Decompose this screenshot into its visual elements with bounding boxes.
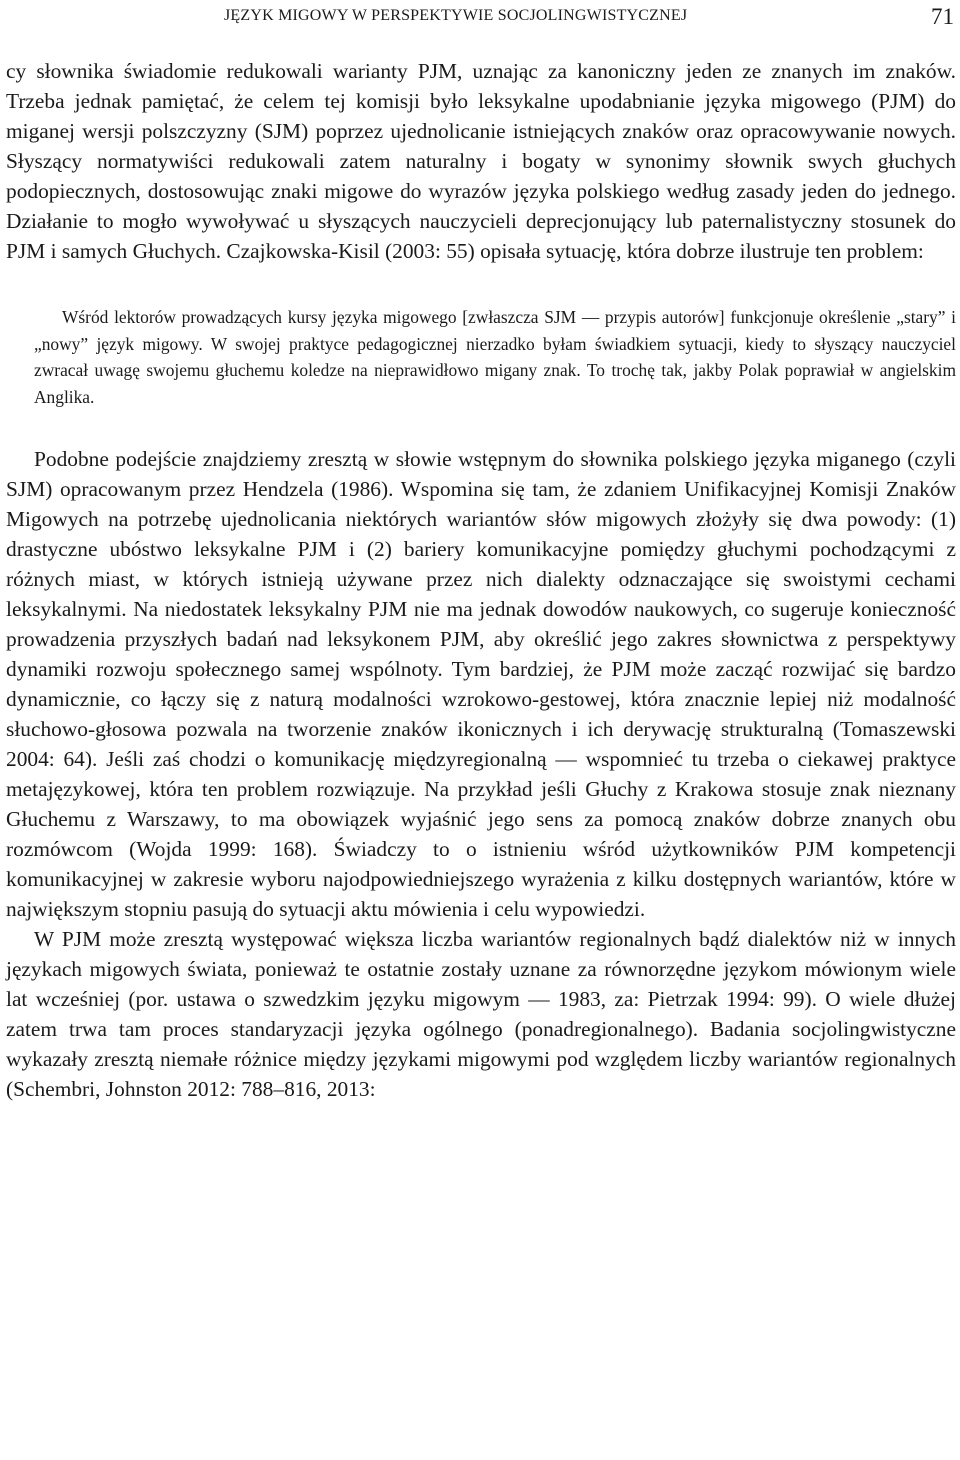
paragraph-continuation: cy słownika świadomie redukowali warianty PJM, uznając za kanoniczny jeden ze znanych im znaków. Trzeba jednak pamiętać, że celem tej komisji było leksykalne upodabnianie języka migowego (PJM) do miganej wersji polszczyzny (SJM) poprzez ujednolicanie istniejących znaków oraz opracowywanie nowych. Słyszący normatywiści redukowali zatem naturalny i bogaty w synonimy słownik swych głuchych podopiecznych, dostosowując znaki migowe do wyrazów języka polskiego według zasady jeden do jednego. Działanie to mogło wywoływać u słyszących nauczycieli deprecjonujący lub paternalistyczny stosunek do PJM i samych Głuchych. Czajkowska-Kisil (2003: 55) opisała sytuację, która dobrze ilustruje ten problem: [6,59,956,263]
page-number: 71 [931,4,954,29]
running-title: JĘZYK MIGOWY W PERSPEKTYWIE SOCJOLINGWISTYCZNEJ [224,7,688,24]
block-quote: Wśród lektorów prowadzących kursy języka migowego [zwłaszcza SJM — przypis autorów] funkcjonuje określenie „stary” i „nowy” język migowy. W swojej praktyce pedagogicznej nierzadko byłam świadkiem sytuacji, kiedy to słyszący nauczyciel zwracał uwagę swojemu głuchemu koledze na nieprawidłowo migany znak. To trochę tak, jakby Polak poprawiał w angielskim Anglika. [34,307,956,407]
running-header [0,4,960,30]
page-body [6,56,956,1104]
paragraph-regional-variants: W PJM może zresztą występować większa liczba wariantów regionalnych bądź dialektów niż w innych językach migowych świata, ponieważ te ostatnie zostały uznane za równorzędne językom mówionym wiele lat wcześniej (por. ustawa o szwedzkim języku migowym — 1983, za: Pietrzak 1994: 99). O wiele dłużej zatem trwa tam proces standaryzacji języka ogólnego (ponadregionalnego). Badania socjolingwistyczne wykazały zresztą niemałe różnice między językami migowymi pod względem liczby wariantów regionalnych (Schembri, Johnston 2012: 788–816, 2013: [6,927,956,1101]
paragraph-hendzel: Podobne podejście znajdziemy zresztą w słowie wstępnym do słownika polskiego języka miganego (czyli SJM) opracowanym przez Hendzela (1986). Wspomina się tam, że zdaniem Unifikacyjnej Komisji Znaków Migowych na potrzebę ujednolicania niektórych wariantów słów migowych złożyły się dwa powody: (1) drastyczne ubóstwo leksykalne PJM i (2) bariery komunikacyjne pomiędzy głuchymi pochodzącymi z różnych miast, w których istnieją używane przez nich dialekty odznaczające się swoistymi cechami leksykalnymi. Na niedostatek leksykalny PJM nie ma jednak dowodów naukowych, co sugeruje konieczność prowadzenia przyszłych badań nad leksykonem PJM, aby określić jego zakres słownictwa z perspektywy dynamiki rozwoju społecznego samej wspólnoty. Tym bardziej, że PJM może zacząć rozwijać się bardzo dynamicznie, co łączy się z naturą modalności wzrokowo-gestowej, która znacznie lepiej niż modalność słuchowo-głosowa pozwala na tworzenie znaków ikonicznych i ich derywację strukturalną (Tomaszewski 2004: 64). Jeśli zaś chodzi o komunikację międzyregionalną — wspomnieć tu trzeba o ciekawej praktyce metajęzykowej, która ten problem rozwiązuje. Na przykład jeśli Głuchy z Krakowa stosuje znak nieznany Głuchemu z Warszawy, to ma obowiązek wyjaśnić jego sens za pomocą znaków dobrze znanych obu rozmówcom (Wojda 1999: 168). Świadczy to o istnieniu wśród użytkowników PJM kompetencji komunikacyjnej w zakresie wyboru najodpowiedniejszego wyrażenia z kilku dostępnych wariantów, które w największym stopniu pasują do sytuacji aktu mówienia i celu wypowiedzi. [6,447,956,921]
